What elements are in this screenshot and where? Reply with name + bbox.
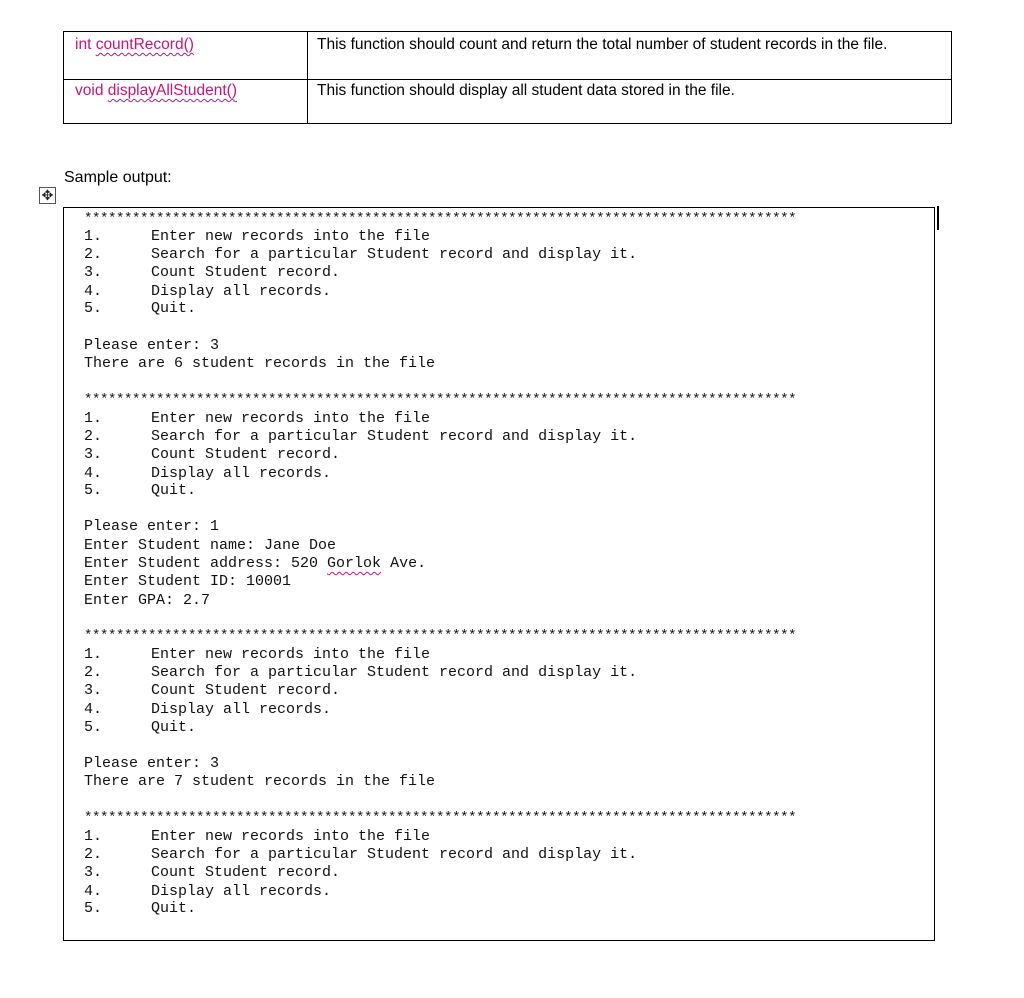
menu-option: Quit.: [151, 300, 197, 317]
output-line: Enter Student ID: 10001: [84, 573, 292, 590]
menu-option: Display all records.: [151, 701, 332, 718]
output-line: There are 7 student records in the file: [84, 773, 436, 790]
menu-option: Enter new records into the file: [151, 646, 431, 663]
prompt-line: Please enter: 3: [84, 755, 220, 772]
menu-option: Enter new records into the file: [151, 228, 431, 245]
output-line: There are 6 student records in the file: [84, 355, 436, 372]
menu-option: Quit.: [151, 482, 197, 499]
return-type: void: [75, 82, 104, 99]
menu-number: 2.: [84, 246, 103, 263]
menu-number: 4.: [84, 883, 103, 900]
menu-option: Count Student record.: [151, 682, 341, 699]
menu-number: 4.: [84, 283, 103, 300]
menu-option: Quit.: [151, 719, 197, 736]
menu-option: Count Student record.: [151, 446, 341, 463]
function-description: This function should display all student data stored in the file.: [317, 82, 735, 99]
separator-line: *****************************************************************************************: [84, 628, 797, 644]
separator-line: *****************************************************************************************: [84, 810, 797, 826]
menu-option: Search for a particular Student record and display it.: [151, 664, 638, 681]
move-handle-icon[interactable]: ✥: [39, 187, 56, 204]
separator-line: *****************************************************************************************: [84, 211, 797, 227]
sample-output-caption: Sample output:: [64, 169, 172, 186]
output-line: Enter Student address: 520 Gorlok Ave.: [84, 555, 427, 572]
return-type: int: [75, 36, 92, 53]
prompt-line: Please enter: 1: [84, 518, 220, 535]
function-description: This function should count and return the total number of student records in the file.: [317, 36, 888, 53]
menu-option: Display all records.: [151, 465, 332, 482]
menu-number: 3.: [84, 682, 103, 699]
menu-option: Enter new records into the file: [151, 410, 431, 427]
menu-number: 5.: [84, 482, 103, 499]
menu-option: Display all records.: [151, 283, 332, 300]
spellcheck-word: Gorlok: [327, 555, 382, 572]
menu-option: Search for a particular Student record and display it.: [151, 428, 638, 445]
menu-number: 1.: [84, 228, 103, 245]
prompt-line: Please enter: 3: [84, 337, 220, 354]
menu-option: Enter new records into the file: [151, 828, 431, 845]
menu-number: 4.: [84, 465, 103, 482]
function-name: displayAllStudent(): [107, 82, 237, 99]
menu-number: 5.: [84, 300, 103, 317]
menu-number: 1.: [84, 828, 103, 845]
menu-number: 2.: [84, 846, 103, 863]
menu-option: Display all records.: [151, 883, 332, 900]
text-cursor: [937, 206, 939, 230]
menu-option: Search for a particular Student record and display it.: [151, 246, 638, 263]
menu-number: 5.: [84, 719, 103, 736]
menu-number: 3.: [84, 446, 103, 463]
menu-number: 1.: [84, 646, 103, 663]
menu-number: 3.: [84, 864, 103, 881]
function-signature-countrecord: [75, 36, 194, 54]
function-table: [63, 31, 952, 124]
output-line: Enter Student name: Jane Doe: [84, 537, 337, 554]
output-line: Enter GPA: 2.7: [84, 592, 211, 609]
menu-option: Count Student record.: [151, 264, 341, 281]
menu-number: 4.: [84, 701, 103, 718]
menu-option: Count Student record.: [151, 864, 341, 881]
menu-option: Search for a particular Student record and display it.: [151, 846, 638, 863]
table-column-divider: [307, 32, 308, 123]
separator-line: *****************************************************************************************: [84, 392, 797, 408]
menu-number: 5.: [84, 900, 103, 917]
function-signature-displayallstudent: [75, 82, 237, 100]
menu-option: Quit.: [151, 900, 197, 917]
function-name: countRecord(): [95, 36, 194, 53]
menu-number: 2.: [84, 428, 103, 445]
menu-number: 3.: [84, 264, 103, 281]
menu-number: 1.: [84, 410, 103, 427]
menu-number: 2.: [84, 664, 103, 681]
